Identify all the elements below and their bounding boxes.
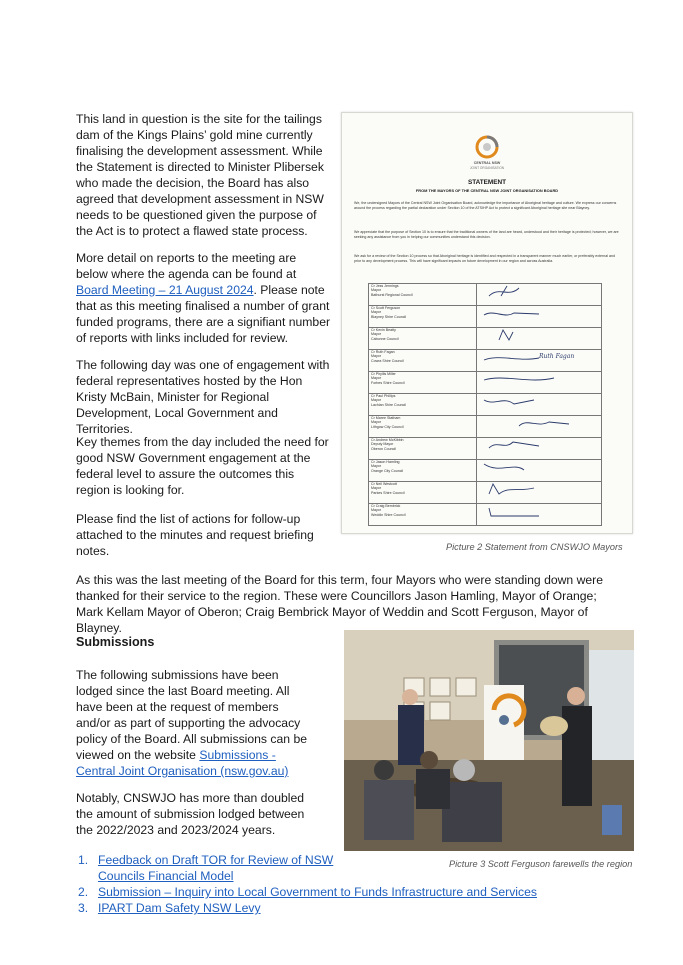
signature-cell <box>477 350 602 372</box>
signatory-name: Cr Phyllis Miller <box>371 372 396 376</box>
submissions-website-link[interactable]: Submissions - Central Joint Organisation (nsw.gov.au) <box>76 748 289 778</box>
list-item <box>78 852 343 884</box>
signatory-row <box>369 372 602 394</box>
paragraph-board-meeting-text: More detail on reports to the meeting are below where the agenda can be found at <box>76 251 297 281</box>
signatory-name: Cr Craig Bembrick <box>371 504 401 508</box>
signatory-role: Mayor <box>371 310 381 315</box>
paragraph-federal-engagement: The following day was one of engagement with federal representatives hosted by the Hon Kristy McBain, Minister for Regional Development, Local Government and Territories. <box>76 358 330 436</box>
logo-text-line2: JOINT ORGANISATION <box>469 166 505 170</box>
paragraph-actions-followup: Please find the list of actions for follow-up attached to the minutes and request briefing notes. <box>76 512 314 558</box>
picture-3-caption: Picture 3 Scott Ferguson farewells the region <box>449 859 633 869</box>
signature-icon <box>479 416 599 432</box>
signatory-details <box>369 328 477 350</box>
signatory-role: Mayor <box>371 508 381 513</box>
signatory-row <box>369 482 602 504</box>
signature-cell <box>477 416 602 438</box>
cnswjo-logo-icon <box>475 135 499 159</box>
signature-cell <box>477 328 602 350</box>
list-number: 3. <box>78 901 89 915</box>
signatory-council: Forbes Shire Council <box>371 380 405 385</box>
paragraph-key-themes: Key themes from the day included the need for good NSW Government engagement at the federal level to assure the outcomes this region is looking for. <box>76 435 329 497</box>
signatory-council: Parkes Shire Council <box>371 490 405 495</box>
signatory-council: Oberon Council <box>371 446 396 451</box>
signature-cell <box>477 460 602 482</box>
signatory-details <box>369 482 477 504</box>
signatory-name: Cr Andrew McKibbin <box>371 438 404 442</box>
signatory-name: Cr Kevin Beatty <box>371 328 396 332</box>
signatory-role: Mayor <box>371 420 381 425</box>
signatory-row <box>369 504 602 526</box>
signatory-role: Mayor <box>371 376 381 381</box>
signatory-row <box>369 394 602 416</box>
signatory-row <box>369 306 602 328</box>
signatory-council: Cowra Shire Council <box>371 358 404 363</box>
signatory-details <box>369 350 477 372</box>
paragraph-submissions-text: The following submissions have been lodged since the last Board meeting. All have been at the request of members and/or as part of supporting the advocacy policy of the Board. All submissions can be viewed on the website <box>76 668 308 762</box>
signatory-council: Lachlan Shire Council <box>371 402 406 407</box>
signature-cell <box>477 394 602 416</box>
signature-icon <box>479 394 599 410</box>
signatory-council: Cabonne Council <box>371 336 399 341</box>
signatory-row <box>369 284 602 306</box>
submission-link-tor-review[interactable]: Feedback on Draft TOR for Review of NSW Councils Financial Model <box>98 853 334 883</box>
signature-cell <box>477 306 602 328</box>
signature-cell <box>477 504 602 526</box>
statement-subtitle: FROM THE MAYORS OF THE CENTRAL NSW JOINT ORGANISATION BOARD <box>415 188 559 193</box>
signatory-name: Cr Neil Westcott <box>371 482 397 486</box>
list-number: 2. <box>78 885 89 899</box>
signature-icon <box>479 328 599 344</box>
submission-link-inquiry[interactable]: Submission – Inquiry into Local Government to Funds Infrastructure and Services <box>98 885 537 899</box>
signatory-role: Mayor <box>371 486 381 491</box>
statement-para-2: We appreciate that the purpose of Section 10 is to ensure that the traditional owners of the land are heard, understood and their heritage is protected; however, we are seeking any assistance from you in helping our communities understand this decision. <box>354 230 619 239</box>
signature-cell <box>477 482 602 504</box>
statement-document <box>341 112 633 534</box>
signature-cell <box>477 438 602 460</box>
submissions-heading: Submissions <box>76 635 155 649</box>
signatory-details <box>369 372 477 394</box>
signatory-details <box>369 306 477 328</box>
signature-handwritten-text: Ruth Fagan <box>539 353 575 360</box>
signatory-council: Weddin Shire Council <box>371 512 406 517</box>
signatory-details <box>369 504 477 526</box>
farewell-photo-illustration <box>344 630 634 851</box>
list-number: 1. <box>78 853 89 867</box>
statement-para-1: We, the undersigned Mayors of the Central NSW Joint Organisation Board, acknowledge the importance of Aboriginal heritage and culture. We express our concerns around the process regarding the partial declaration under Section 10 of the ATSIHP Act to protect a significant Aboriginal heritage site near Blayney. <box>354 201 617 210</box>
signatory-name: Cr Maree Statham <box>371 416 401 420</box>
paragraph-submissions-doubled: Notably, CNSWJO has more than doubled the amount of submission lodged between the 2022/2023 and 2023/2024 years. <box>76 791 305 837</box>
signatory-role: Mayor <box>371 398 381 403</box>
signatory-name: Cr Jason Hamling <box>371 460 400 464</box>
paragraph-board-meeting-text-end: . Please note that as this meeting finalised a number of grant funded programs, there are a signifiant number of reports with links included for review. <box>76 283 331 345</box>
signatory-council: Lithgow City Council <box>371 424 404 429</box>
submission-link-ipart[interactable]: IPART Dam Safety NSW Levy <box>98 901 261 915</box>
signatory-council: Bathurst Regional Council <box>371 292 413 297</box>
signature-icon <box>479 438 599 454</box>
paragraph-submissions-lodged <box>76 667 316 779</box>
signatory-role: Mayor <box>371 288 381 293</box>
signatory-row <box>369 460 602 482</box>
signature-cell <box>477 372 602 394</box>
signatory-table <box>368 283 602 526</box>
signatory-row <box>369 350 602 372</box>
signature-cell <box>477 284 602 306</box>
signature-icon <box>479 482 599 498</box>
signature-icon <box>479 504 599 520</box>
signature-icon <box>479 372 599 388</box>
board-meeting-link[interactable]: Board Meeting – 21 August 2024 <box>76 283 254 297</box>
signatory-council: Blayney Shire Council <box>371 314 407 319</box>
signatory-name: Cr Paul Phillips <box>371 394 396 398</box>
statement-title: STATEMENT <box>467 179 507 186</box>
signatory-row <box>369 416 602 438</box>
signatory-role: Deputy Mayor <box>371 442 394 447</box>
logo-text-line1: CENTRAL NSW <box>473 161 501 165</box>
statement-para-3: We ask for a review of the Section 10 process so that Aboriginal heritage is identified and respected in a transparent manner much earlier, or preferably external and prior to any development process. This will have significant impacts on future development in our region and across Australia. <box>354 254 616 263</box>
signatory-row <box>369 438 602 460</box>
signatory-details <box>369 416 477 438</box>
signatory-details <box>369 394 477 416</box>
farewell-photo <box>344 630 634 851</box>
signatory-details <box>369 284 477 306</box>
signatory-role: Mayor <box>371 354 381 359</box>
paragraph-board-meeting <box>76 250 331 346</box>
signatory-details <box>369 438 477 460</box>
paragraph-tailings-dam: This land in question is the site for the tailings dam of the Kings Plains’ gold mine currently finalising the development assessment. While the Statement is directed to Minister Plibersek who made the decision, the Board has also agreed that development assessment in NSW needs to be questioned given the purpose of the Act is to protect a flawed state process. <box>76 112 324 238</box>
signature-icon <box>479 284 599 300</box>
signatory-details <box>369 460 477 482</box>
paragraph-farewell-mayors: As this was the last meeting of the Board for this term, four Mayors who were standing down were thanked for their service to the region. These were Councillors Jason Hamling, Mayor of Orange; Mark Kellam Mayor of Oberon; Craig Bembrick Mayor of Weddin and Scott Ferguson, Mayor of Blayney. <box>76 573 604 635</box>
signatory-role: Mayor <box>371 332 381 337</box>
signatory-name: Cr Jess Jennings <box>371 284 399 288</box>
signature-icon <box>479 306 599 322</box>
picture-2-caption: Picture 2 Statement from CNSWJO Mayors <box>446 542 623 552</box>
signatory-role: Mayor <box>371 464 381 469</box>
signatory-name: Cr Ruth Fagan <box>371 350 395 354</box>
list-item <box>78 884 538 900</box>
list-item <box>78 900 538 916</box>
signatory-council: Orange City Council <box>371 468 404 473</box>
signatory-name: Cr Scott Ferguson <box>371 306 401 310</box>
signature-icon <box>479 460 599 476</box>
signatory-row <box>369 328 602 350</box>
